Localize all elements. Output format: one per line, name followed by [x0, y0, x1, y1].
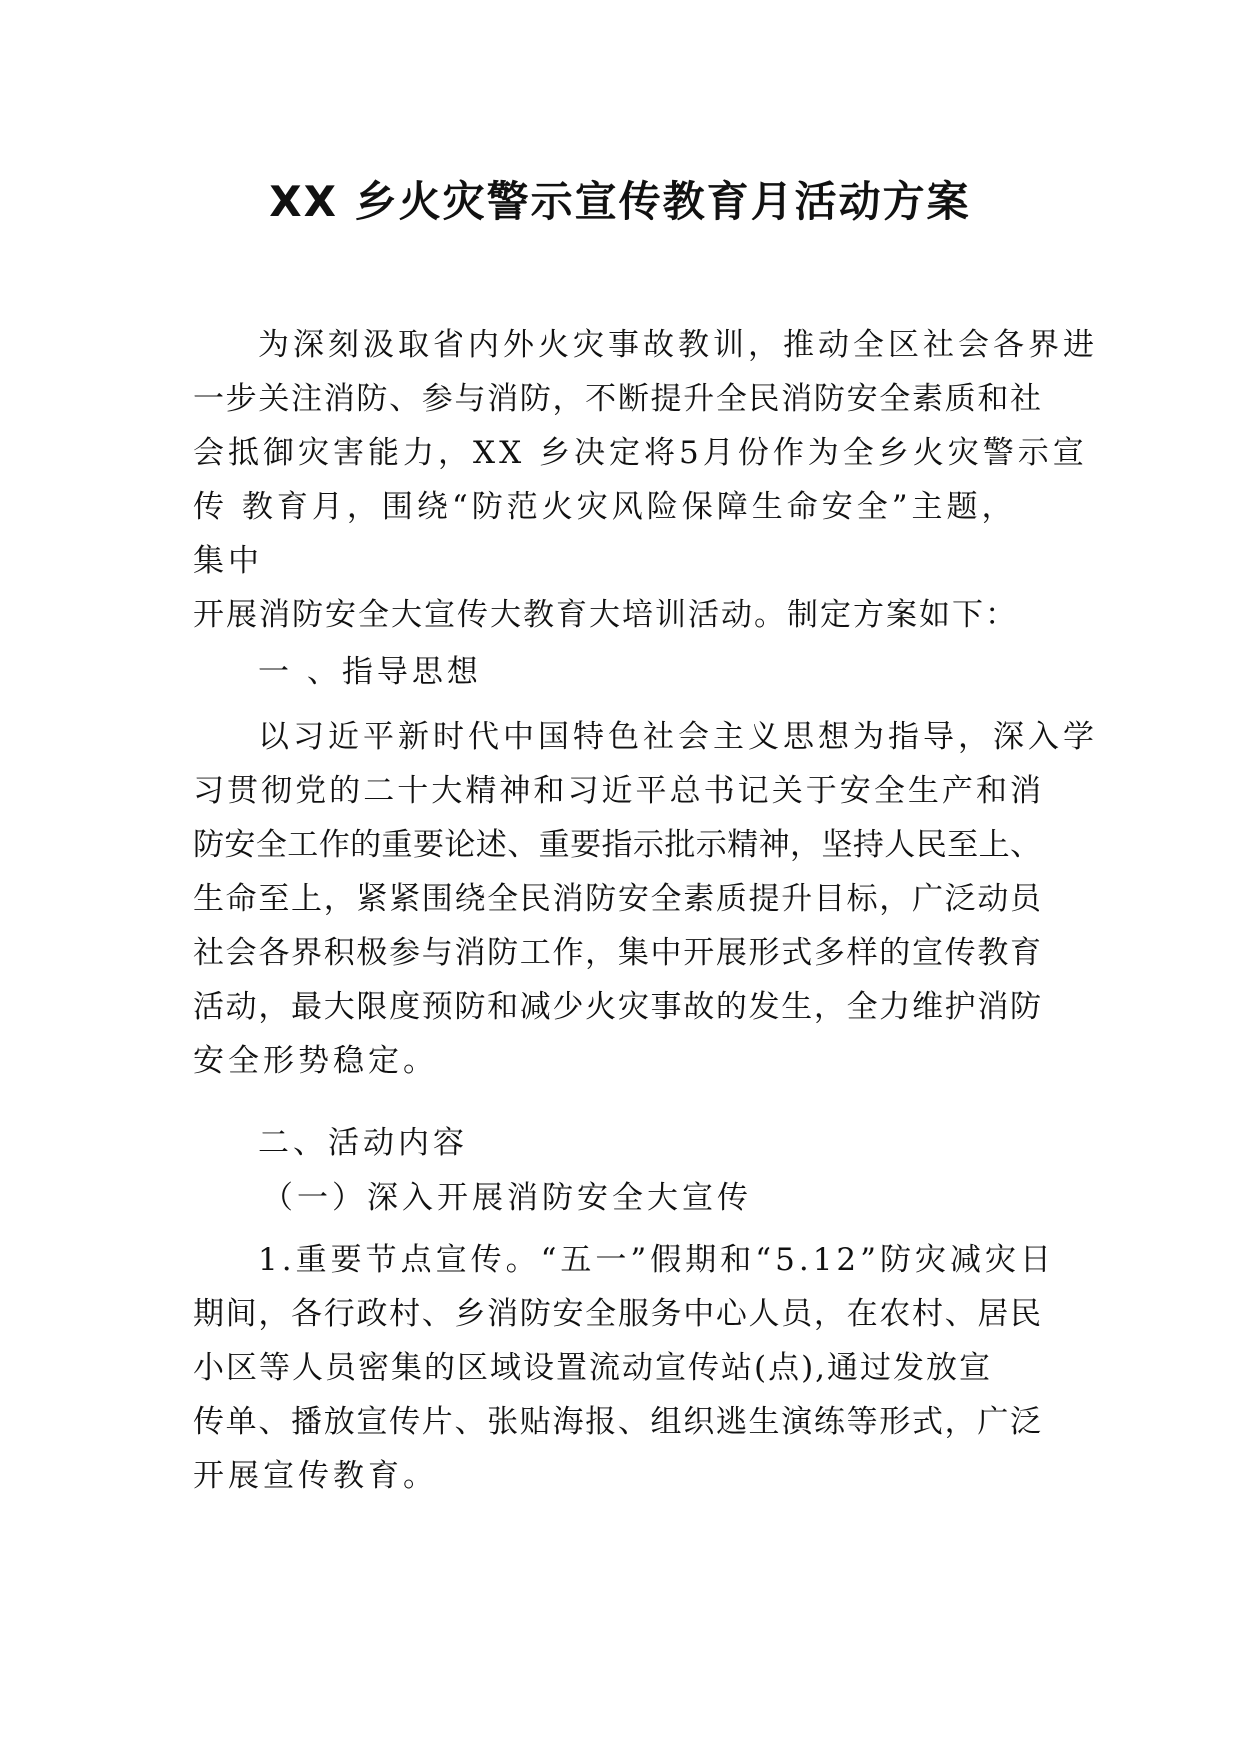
- paragraph-line: 一步关注消防、参与消防，不断提升全民消防安全素质和社: [193, 381, 1041, 417]
- paragraph-line: 开展消防安全大宣传大教育大培训活动。制定方案如下：: [193, 597, 1018, 633]
- paragraph-line: 生命至上，紧紧围绕全民消防安全素质提升目标，广泛动员: [193, 881, 1041, 917]
- paragraph-line: 1.重要节点宣传。“五一”假期和“5.12”防灾减灾日: [258, 1242, 1055, 1278]
- paragraph-line: 集中: [193, 543, 263, 579]
- paragraph-line: 防安全工作的重要论述、重要指示批示精神，坚持人民至上、: [193, 827, 1041, 863]
- paragraph-line: 小区等人员密集的区域设置流动宣传站(点),通过发放宣: [193, 1350, 993, 1386]
- paragraph-line: 安全形势稳定。: [193, 1043, 438, 1079]
- paragraph-line: 会抵御灾害能力，XX 乡决定将5月份作为全乡火灾警示宣: [193, 435, 1088, 471]
- paragraph-line: 以习近平新时代中国特色社会主义思想为指导，深入学: [258, 719, 1098, 755]
- paragraph-line: 活动，最大限度预防和减少火灾事故的发生，全力维护消防: [193, 989, 1041, 1025]
- paragraph-line: 开展宣传教育。: [193, 1458, 438, 1494]
- paragraph-line: 传 教育月，围绕“防范火灾风险保障生命安全”主题，: [193, 489, 1017, 525]
- paragraph-line: 社会各界积极参与消防工作，集中开展形式多样的宣传教育: [193, 935, 1041, 971]
- paragraph-line: 期间，各行政村、乡消防安全服务中心人员，在农村、居民: [193, 1296, 1041, 1332]
- document-title: XX 乡火灾警示宣传教育月活动方案: [269, 177, 971, 226]
- paragraph-line: 传单、播放宣传片、张贴海报、组织逃生演练等形式，广泛: [193, 1404, 1041, 1440]
- paragraph-line: 为深刻汲取省内外火灾事故教训，推动全区社会各界进: [258, 327, 1098, 363]
- section-heading: 二、活动内容: [258, 1125, 468, 1161]
- section-heading: 一 、指导思想: [258, 654, 482, 690]
- subsection-heading: （一）深入开展消防安全大宣传: [262, 1180, 752, 1216]
- paragraph-line: 习贯彻党的二十大精神和习近平总书记关于安全生产和消: [193, 773, 1041, 809]
